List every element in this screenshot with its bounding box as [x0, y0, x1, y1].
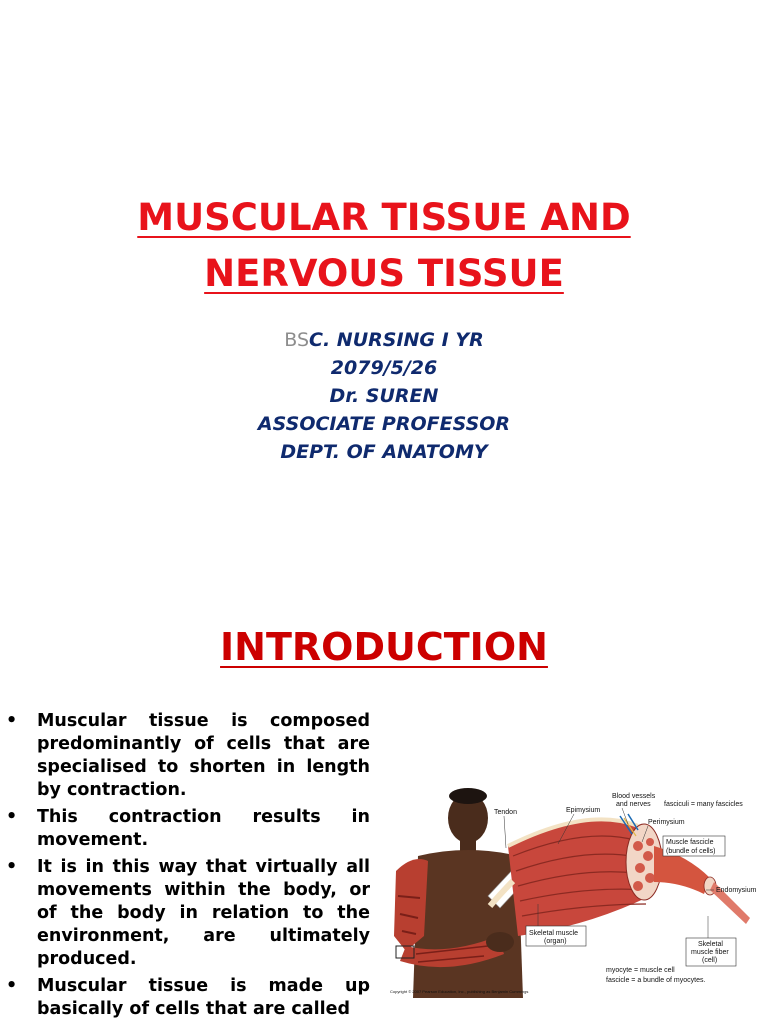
label-tendon: Tendon	[494, 809, 517, 816]
label-blood-vessels: Blood vessels	[612, 793, 656, 800]
label-perimysium: Perimysium	[648, 819, 685, 826]
bullet-item	[4, 856, 370, 971]
bullet-list	[4, 710, 370, 1025]
bullet-icon: •	[6, 711, 18, 731]
label-fascicle: fascicle = a bundle of myocytes.	[606, 977, 706, 984]
bullet-item	[4, 710, 370, 802]
label-myocyte: myocyte = muscle cell	[606, 967, 675, 974]
label-fasciculi: fasciculi = many fascicles	[664, 801, 743, 808]
muscle-anatomy-illustration	[388, 786, 764, 998]
label-and-nerves: and nerves	[616, 801, 651, 808]
bullet-item	[4, 975, 370, 1021]
label-bundle-of-cells: (bundle of cells)	[666, 848, 716, 855]
bullet-icon: •	[6, 807, 18, 827]
position-line: ASSOCIATE PROFESSOR	[257, 413, 511, 435]
bullet-icon: •	[6, 976, 18, 996]
introduction-slide	[0, 600, 768, 1024]
figure-copyright: Copyright © 2007 Pearson Education, Inc., publishing as Benjamin Cummings	[390, 989, 529, 994]
author-line: Dr. SUREN	[329, 385, 439, 407]
department-line: DEPT. OF ANATOMY	[280, 441, 488, 463]
bullet-text: Muscular tissue is made up basically of cells that are called	[37, 976, 370, 1019]
label-cell: (cell)	[702, 957, 718, 964]
course-line	[0, 326, 768, 354]
slide-title	[0, 190, 768, 302]
label-endomysium: Endomysium	[716, 887, 757, 894]
label-skeletal: Skeletal	[698, 941, 723, 948]
bullet-text: This contraction results in movement.	[37, 807, 370, 850]
slide-subtitle	[0, 326, 768, 466]
course-name: C. NURSING I YR	[309, 329, 484, 351]
bullet-text: It is in this way that virtually all movements within the body, or of the body in relation to the environment, are ultimately produced.	[37, 857, 370, 969]
muscle-anatomy-figure	[388, 786, 764, 998]
course-prefix: BS	[284, 329, 310, 351]
label-epimysium: Epimysium	[566, 807, 601, 814]
date-line: 2079/5/26	[330, 357, 438, 379]
introduction-title: INTRODUCTION	[220, 625, 548, 669]
label-muscle-fascicle: Muscle fascicle	[666, 839, 714, 846]
bullet-icon: •	[6, 857, 18, 877]
label-organ: (organ)	[544, 938, 567, 945]
label-muscle-fiber: muscle fiber	[691, 949, 729, 956]
slide-title-line1: MUSCULAR TISSUE AND	[137, 196, 631, 239]
bullet-text: Muscular tissue is composed predominantly of cells that are specialised to shorten in length by contraction.	[37, 711, 370, 800]
slide-title-line2: NERVOUS TISSUE	[204, 252, 564, 295]
bullet-item	[4, 806, 370, 852]
label-skeletal-muscle: Skeletal muscle	[529, 930, 579, 937]
